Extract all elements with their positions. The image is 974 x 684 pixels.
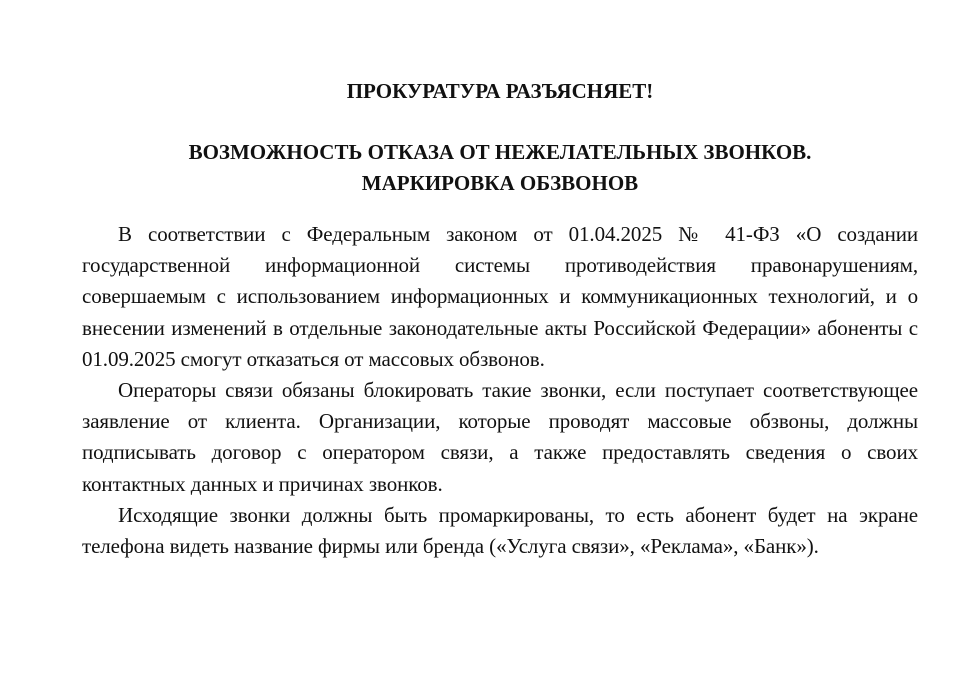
document-body <box>82 219 918 562</box>
subtitle-line-2: МАРКИРОВКА ОБЗВОНОВ <box>361 171 639 195</box>
subtitle-line-1: ВОЗМОЖНОСТЬ ОТКАЗА ОТ НЕЖЕЛАТЕЛЬНЫХ ЗВОНКОВ. <box>188 140 812 164</box>
document-subtitle <box>82 137 918 199</box>
paragraph-law-reference: В соответствии с Федеральным законом от 01.04.2025 № 41-ФЗ «О создании государственной информационной системы противодействия правонарушениям, совершаемым с использованием информационных и коммуникационных технологий, и о внесении изменений в отдельные законодательные акты Российской Федерации» абоненты с 01.09.2025 смогут отказаться от массовых обзвонов. <box>82 222 918 371</box>
paragraph-operator-duties: Операторы связи обязаны блокировать такие звонки, если поступает соответствующее заявление от клиента. Организации, которые проводят массовые обзвоны, должны подписывать договор с оператором связи, а также предоставлять сведения о своих контактных данных и причинах звонков. <box>82 378 918 496</box>
paragraph-call-marking: Исходящие звонки должны быть промаркированы, то есть абонент будет на экране телефона видеть название фирмы или бренда («Услуга связи», «Реклама», «Банк»). <box>82 502 918 559</box>
document-title: ПРОКУРАТУРА РАЗЪЯСНЯЕТ! <box>346 79 654 103</box>
